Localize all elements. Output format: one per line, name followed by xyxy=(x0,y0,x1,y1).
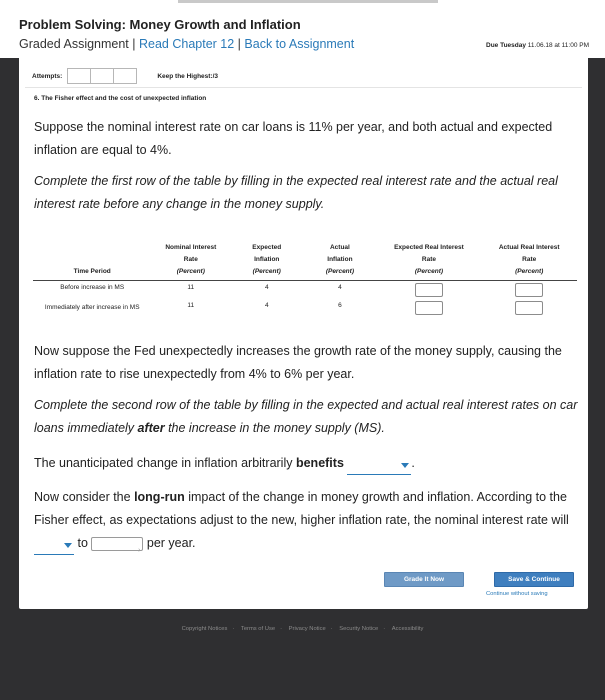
interest-rate-table xyxy=(33,242,577,317)
new-nominal-rate-input[interactable] xyxy=(91,537,143,554)
actual-inflation-cell: 6 xyxy=(338,302,342,309)
attempt-boxes xyxy=(68,68,137,84)
long-run-text: Now consider the long-run impact of the change in money growth and inflation. According to the Fisher effect, as expectations adjust to the new, higher inflation rate, the nominal interest rate will to › per year. xyxy=(34,486,579,555)
due-date xyxy=(486,42,589,49)
actual-inflation-cell: 4 xyxy=(338,284,342,291)
after-emphasis: after xyxy=(137,421,165,435)
breadcrumb xyxy=(19,37,354,51)
footer: Copyright Notices · Terms of Use · Privacy Notice · Security Notice · Accessibility xyxy=(181,626,424,632)
col-expected-inflation: Expected Inflation (Percent) xyxy=(252,244,282,275)
grade-it-now-button[interactable]: Grade It Now xyxy=(384,572,464,587)
nominal-cell: 11 xyxy=(187,302,195,309)
col-time-period: Time Period xyxy=(73,268,111,275)
instruction-row1 xyxy=(34,170,579,216)
footer-link[interactable]: Terms of Use xyxy=(240,626,276,632)
read-chapter-link[interactable]: Read Chapter 12 xyxy=(139,37,235,51)
attempt-box xyxy=(90,68,114,84)
actual-real-input-row2[interactable] xyxy=(515,301,543,315)
app-header xyxy=(0,0,605,58)
footer-link[interactable]: Privacy Notice xyxy=(288,626,326,632)
actual-real-cell xyxy=(481,299,577,317)
question-card xyxy=(19,58,588,609)
breadcrumb-sep: | xyxy=(234,37,245,51)
attempt-box xyxy=(67,68,91,84)
actual-real-input-row1[interactable] xyxy=(515,283,543,297)
attempts-label: Attempts: xyxy=(32,72,63,80)
instruction-text: Complete the first row of the table by filling in the expected real interest rate and the actual real interest rate before any change in the money supply. xyxy=(34,174,558,211)
back-to-assignment-link[interactable]: Back to Assignment xyxy=(244,37,355,51)
divider xyxy=(25,87,582,88)
chevron-down-icon xyxy=(401,463,409,468)
graded-assignment-label: Graded Assignment xyxy=(19,37,129,51)
footer-link[interactable]: Security Notice xyxy=(339,626,379,632)
attempts-row xyxy=(32,68,218,84)
expected-inflation-cell: 4 xyxy=(264,284,269,291)
table-row xyxy=(33,299,577,317)
per-year-label: per year. xyxy=(146,536,196,550)
question-title: 6. The Fisher effect and the cost of unexpected inflation xyxy=(34,95,207,102)
keep-highest-label: Keep the Highest: xyxy=(157,72,213,80)
header-divider xyxy=(178,0,438,3)
continue-without-saving-link[interactable]: Continue without saving xyxy=(486,591,548,597)
scenario-text: Now suppose the Fed unexpectedly increases the growth rate of the money supply, causing the inflation rate to rise unexpectedly from 4% to 6% per year. xyxy=(34,344,562,381)
breadcrumb-sep: | xyxy=(128,37,139,51)
question-intro: Suppose the nominal interest rate on car loans is 11% per year, and both actual and expected inflation are equal to 4%. xyxy=(34,120,553,157)
expected-real-input-row1[interactable] xyxy=(415,283,443,297)
chevron-right-icon: › xyxy=(138,546,141,554)
to-label: to xyxy=(77,536,88,550)
footer-link[interactable]: Accessibility xyxy=(391,626,424,632)
period-cell: Immediately after increase in MS xyxy=(44,304,140,311)
expected-real-input-row2[interactable] xyxy=(415,301,443,315)
period-cell: Before increase in MS xyxy=(60,284,125,291)
col-actual-inflation: Actual Inflation (Percent) xyxy=(325,244,354,275)
page-title: Problem Solving: Money Growth and Inflation xyxy=(19,17,301,32)
attempt-box xyxy=(113,68,137,84)
footer-link[interactable]: Copyright Notices xyxy=(181,626,228,632)
col-actual-real-rate: Actual Real Interest Rate (Percent) xyxy=(498,244,560,275)
nominal-cell: 11 xyxy=(187,284,195,291)
nominal-rate-direction-dropdown[interactable] xyxy=(34,540,74,555)
expected-real-cell xyxy=(376,299,481,317)
benefits-dropdown[interactable] xyxy=(347,460,411,475)
table-header-row xyxy=(33,242,577,281)
col-nominal-rate: Nominal Interest Rate (Percent) xyxy=(165,244,217,275)
expected-real-cell xyxy=(376,281,481,300)
due-value: 11.06.18 at 11:00 PM xyxy=(527,42,589,49)
table-row xyxy=(33,281,577,300)
benefits-sentence: The unanticipated change in inflation arbitrarily benefits . xyxy=(34,452,579,475)
chevron-down-icon xyxy=(64,543,72,548)
instruction-row2: Complete the second row of the table by filling in the expected and actual real interest rates on car loans immediately after the increase in the money supply (MS). xyxy=(34,398,578,435)
expected-inflation-cell: 4 xyxy=(264,302,269,309)
save-continue-button[interactable]: Save & Continue xyxy=(494,572,574,587)
keep-highest-value: /3 xyxy=(212,72,219,80)
col-expected-real-rate: Expected Real Interest Rate (Percent) xyxy=(394,244,464,275)
actual-real-cell xyxy=(481,281,577,300)
due-label: Due Tuesday xyxy=(486,42,526,49)
